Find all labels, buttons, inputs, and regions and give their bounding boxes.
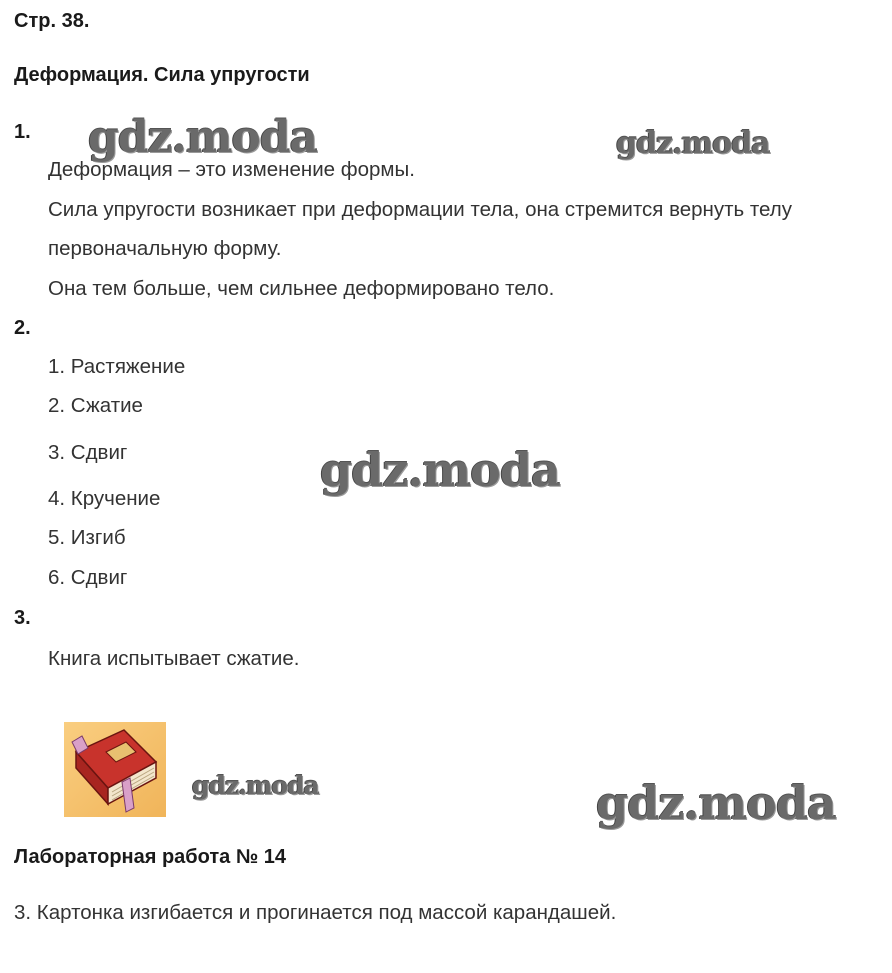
task2-item-6: 6. Сдвиг: [48, 566, 128, 589]
task2-item-4: 4. Кручение: [48, 487, 161, 510]
task1-line-1: Деформация – это изменение формы.: [48, 158, 415, 181]
section-title: Деформация. Сила упругости: [14, 64, 310, 86]
task1-line-4: Она тем больше, чем сильнее деформировано тело.: [48, 277, 555, 300]
book-icon: [64, 722, 166, 817]
watermark-5: gdz.moda: [596, 776, 836, 830]
watermark-3: gdz.moda: [320, 443, 560, 497]
task2-item-2: 2. Сжатие: [48, 394, 143, 417]
task2-item-5: 5. Изгиб: [48, 526, 126, 549]
task3-number: 3.: [14, 607, 31, 629]
task1-line-3: первоначальную форму.: [48, 237, 282, 260]
lab-text: 3. Картонка изгибается и прогинается под массой карандашей.: [14, 901, 617, 924]
watermark-2: gdz.moda: [616, 126, 770, 161]
lab-title: Лабораторная работа № 14: [14, 846, 286, 868]
task1-line-2: Сила упругости возникает при деформации тела, она стремится вернуть телу: [48, 198, 792, 221]
watermark-4: gdz.moda: [192, 771, 319, 800]
watermark-1: gdz.moda: [88, 112, 318, 163]
page-header: Стр. 38.: [14, 10, 90, 32]
task2-item-1: 1. Растяжение: [48, 355, 186, 378]
task3-text: Книга испытывает сжатие.: [48, 647, 300, 670]
task1-number: 1.: [14, 121, 31, 143]
task2-number: 2.: [14, 317, 31, 339]
task2-item-3: 3. Сдвиг: [48, 441, 128, 464]
